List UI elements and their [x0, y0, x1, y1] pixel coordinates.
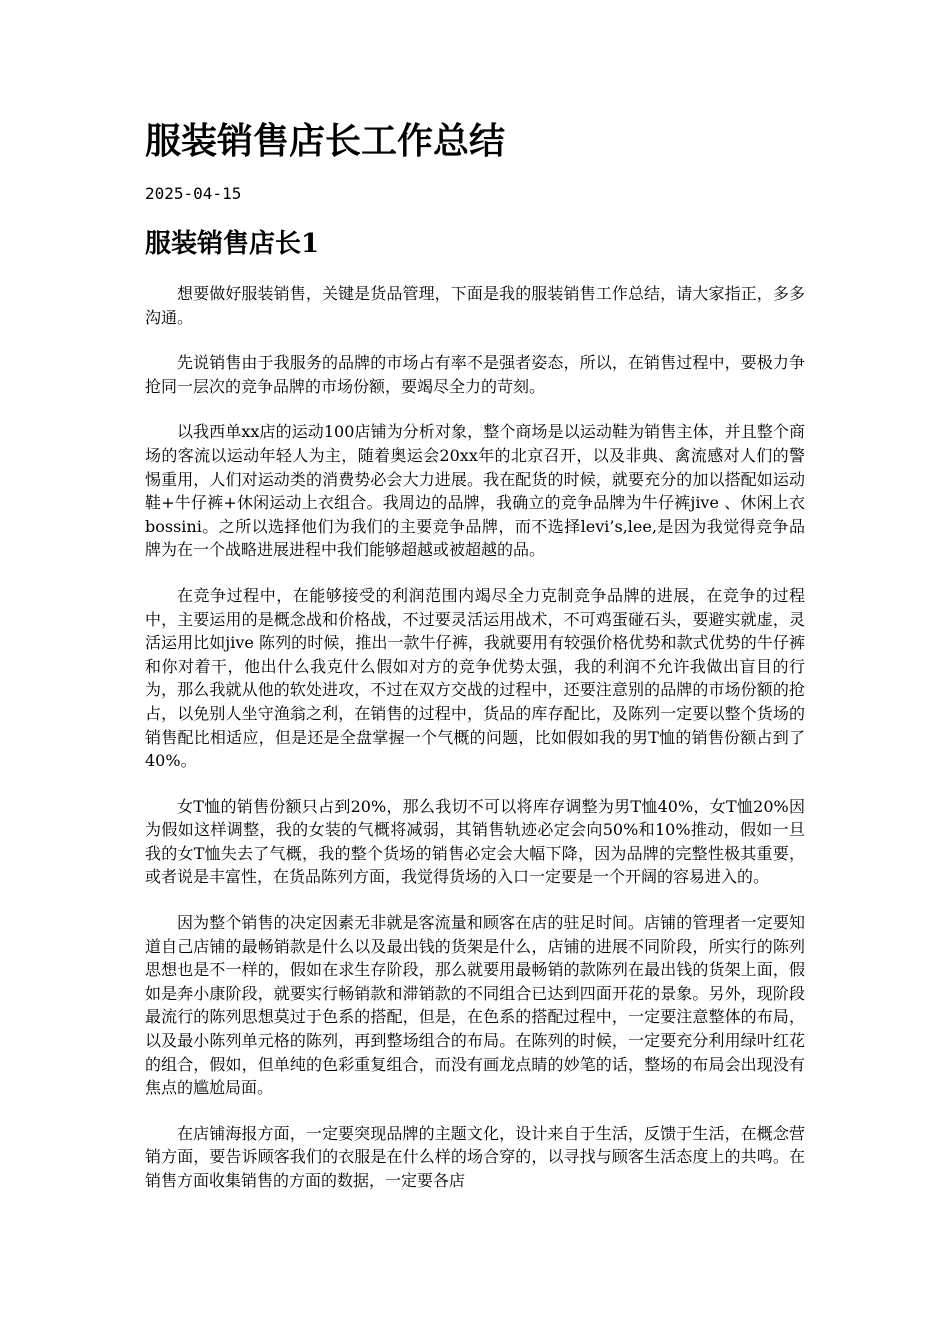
document-date: 2025-04-15	[145, 184, 242, 203]
document-body	[145, 282, 805, 1215]
section-heading: 服装销售店长1	[145, 229, 320, 259]
paragraph: 以我西单xx店的运动100店铺为分析对象，整个商场是以运动鞋为销售主体，并且整个商场的客流以运动年轻人为主，随着奥运会20xx年的北京召开，以及非典、禽流感对人们的警惕重用，人们对运动类的消费势必会大力进展。我在配货的时候，就要充分的加以搭配如运动鞋+牛仔裤+休闲运动上衣组合。我周边的品牌，我确立的竞争品牌为牛仔裤jive 、休闲上衣bossini。之所以选择他们为我们的主要竞争品牌，而不选择levi’s,lee,是因为我觉得竞争品牌为在一个战略进展进程中我们能够超越或被超越的品。	[145, 422, 805, 560]
document-title: 服装销售店长工作总结	[145, 120, 506, 162]
paragraph: 因为整个销售的决定因素无非就是客流量和顾客在店的驻足时间。店铺的管理者一定要知道自己店铺的最畅销款是什么以及最出钱的货架是什么，店铺的进展不同阶段，所实行的陈列思想也是不一样的，假如在求生存阶段，那么就要用最畅销的款陈列在最出钱的货架上面，假如是奔小康阶段，就要实行畅销款和滞销款的不同组合已达到四面开花的景象。另外，现阶段最流行的陈列思想莫过于色系的搭配，但是，在色系的搭配过程中，一定要注意整体的布局，以及最小陈列单元格的陈列，再到整场组合的布局。在陈列的时候，一定要充分利用绿叶红花的组合，假如，但单纯的色彩重复组合，而没有画龙点睛的妙笔的话，整场的布局会出现没有焦点的尴尬局面。	[145, 913, 805, 1098]
paragraph: 女T恤的销售份额只占到20%，那么我切不可以将库存调整为男T恤40%，女T恤20%因为假如这样调整，我的女装的气概将减弱，其销售轨迹必定会向50%和10%推动，假如一旦我的女T恤失去了气概，我的整个货场的销售必定会大幅下降，因为品牌的完整性极其重要，或者说是丰富性，在货品陈列方面，我觉得货场的入口一定要是一个开阔的容易进入的。	[145, 796, 805, 887]
paragraph: 在竞争过程中，在能够接受的利润范围内竭尽全力克制竞争品牌的进展，在竞争的过程中，主要运用的是概念战和价格战，不过要灵活运用战术，不可鸡蛋碰石头，要避实就虚，灵活运用比如jive 陈列的时候，推出一款牛仔裤，我就要用有较强价格优势和款式优势的牛仔裤和你对着干，他出什么我克什么假如对方的竞争优势太强，我的利润不允许我做出盲目的行为，那么我就从他的软处进攻，不过在双方交战的过程中，还要注意别的品牌的市场份额的抢占，以免别人坐守渔翁之利，在销售的过程中，货品的库存配比，及陈列一定要以整个货场的销售配比相适应，但是还是全盘掌握一个气概的问题，比如假如我的男T恤的销售份额占到了40%。	[145, 585, 805, 771]
paragraph: 想要做好服装销售，关键是货品管理，下面是我的服装销售工作总结，请大家指正，多多沟通。	[145, 284, 805, 327]
paragraph: 先说销售由于我服务的品牌的市场占有率不是强者姿态，所以，在销售过程中，要极力争抢同一层次的竞争品牌的市场份额，要竭尽全力的苛刻。	[145, 353, 805, 396]
paragraph: 在店铺海报方面，一定要突现品牌的主题文化，设计来自于生活，反馈于生活，在概念营销方面，要告诉顾客我们的衣服是在什么样的场合穿的，以寻找与顾客生活态度上的共鸣。在销售方面收集销售的方面的数据，一定要各店	[145, 1123, 805, 1190]
